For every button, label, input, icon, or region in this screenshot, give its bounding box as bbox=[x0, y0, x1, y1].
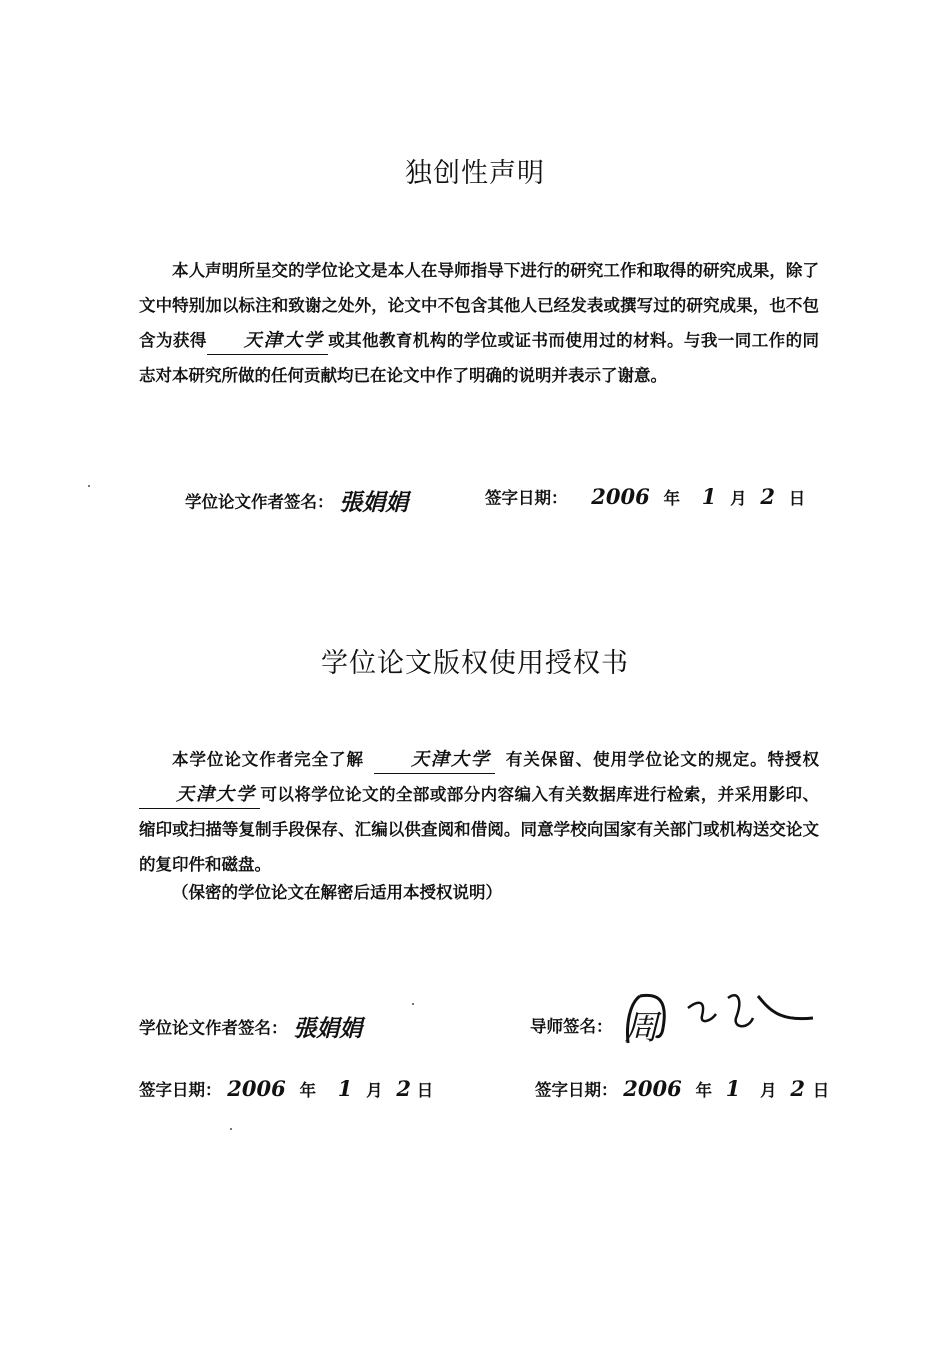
advisor-signature bbox=[618, 1008, 818, 1048]
originality-date-row bbox=[485, 484, 813, 509]
year-unit: 年 bbox=[663, 488, 680, 508]
originality-title: 独创性声明 bbox=[405, 158, 545, 189]
author-date-row bbox=[139, 1076, 441, 1101]
advisor-signature-label: 导师签名： bbox=[530, 1017, 613, 1036]
author-signature-label-2: 学位论文作者签名： bbox=[139, 1018, 288, 1038]
sign-date-month: 1 bbox=[701, 484, 717, 509]
month-unit: 月 bbox=[730, 488, 747, 508]
advisor-date-row bbox=[535, 1076, 837, 1101]
advisor-month-unit: 月 bbox=[760, 1080, 777, 1100]
author-year-unit: 年 bbox=[299, 1080, 316, 1100]
author-day-unit: 日 bbox=[416, 1080, 434, 1100]
scan-speck bbox=[88, 485, 90, 487]
author-signature-label: 学位论文作者签名： bbox=[185, 492, 334, 512]
advisor-year-unit: 年 bbox=[695, 1080, 712, 1100]
author-signature-row bbox=[139, 1010, 362, 1043]
originality-body-part1: 本人声明所呈交的学位论文是本人在导师指导下进行的研究工作和取得的研究成果，除了文中特别加以标注和致谢之处外，论文中不包含其他人已经发表或撰写过的研究成果，也不包含为获得 bbox=[139, 261, 819, 350]
sign-date-year: 2006 bbox=[591, 484, 650, 509]
advisor-date-month: 1 bbox=[725, 1076, 741, 1101]
author-month-unit: 月 bbox=[366, 1080, 383, 1100]
advisor-signature-scribble bbox=[618, 988, 818, 1048]
scan-speck bbox=[230, 1128, 232, 1130]
originality-paragraph bbox=[139, 253, 819, 393]
author-signature-2: 張娟娟 bbox=[293, 1015, 363, 1042]
sign-date-label: 签字日期： bbox=[485, 488, 568, 508]
author-signature: 張娟娟 bbox=[339, 489, 409, 516]
author-date-month: 1 bbox=[337, 1076, 353, 1101]
originality-body-part2: 或其他教育机构的学位或证书而使用过的材料。与我一同工作的同志对本研究所做的任何贡献均已在论文中作了明确的说明并表示了谢意。 bbox=[139, 331, 820, 385]
university-name-1: 天津大学 bbox=[374, 747, 495, 774]
university-name: 天津大学 bbox=[207, 328, 328, 355]
originality-signature-row bbox=[185, 484, 408, 517]
advisor-date-day: 2 bbox=[790, 1076, 805, 1101]
confidentiality-note: （保密的学位论文在解密后适用本授权说明） bbox=[172, 883, 502, 902]
advisor-date-label: 签字日期： bbox=[535, 1080, 618, 1100]
author-date-label: 签字日期： bbox=[139, 1080, 222, 1100]
day-unit: 日 bbox=[788, 488, 806, 508]
scan-speck bbox=[412, 1003, 414, 1005]
university-name-2: 天津大学 bbox=[139, 782, 260, 809]
authorization-title: 学位论文版权使用授权书 bbox=[321, 648, 629, 679]
sign-date-day: 2 bbox=[760, 484, 775, 509]
author-date-year: 2006 bbox=[227, 1076, 286, 1101]
author-date-day: 2 bbox=[396, 1076, 411, 1101]
advisor-date-year: 2006 bbox=[623, 1076, 682, 1101]
authorization-body-part3: 可以将学位论文的全部或部分内容编入有关数据库进行检索，并采用影印、缩印或扫描等复制手段保存、汇编以供查阅和借阅。同意学校向国家有关部门或机构送交论文的复印件和磁盘。 bbox=[139, 785, 819, 874]
authorization-body-part2: 有关保留、使用学位论文的规定。特授权 bbox=[504, 750, 820, 769]
advisor-signature-row bbox=[530, 1008, 818, 1048]
advisor-day-unit: 日 bbox=[812, 1080, 830, 1100]
advisor-signature-text: 周 bbox=[624, 1008, 659, 1048]
authorization-body-part1: 本学位论文作者完全了解 bbox=[172, 750, 364, 769]
authorization-paragraph bbox=[139, 742, 819, 882]
